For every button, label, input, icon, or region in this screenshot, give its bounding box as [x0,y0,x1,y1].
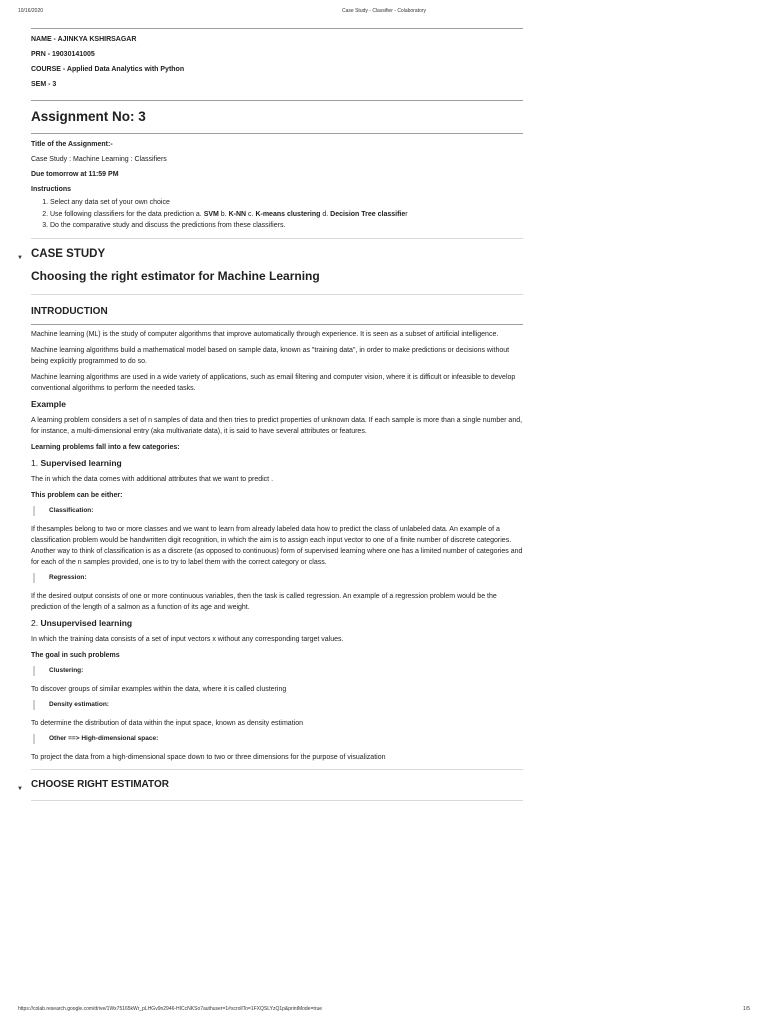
print-url: https://colab.research.google.com/drive/1Wx75165kWr_pLHGv9n2946-HICcNKSo7authuser=1#scrollTo=1FXQSLYzQ1p&printMode=true [18,1006,323,1012]
density-label: Density estimation: [33,700,523,710]
supervised-heading: 1. Supervised learning [31,457,122,468]
divider [31,800,523,801]
divider [31,769,523,770]
title-label: Title of the Assignment:- [31,141,113,148]
regression-label: Regression: [33,573,523,583]
student-course: COURSE - Applied Data Analytics with Python [31,66,185,73]
intro-paragraph: Machine learning (ML) is the study of computer algorithms that improve automatically through experience. It is seen as a subset of artificial intelligence. [31,330,499,338]
goal-label: The goal in such problems [31,651,120,659]
intro-paragraph: Machine learning algorithms build a mathematical model based on sample data, known as "training data", in order to make predictions or decisions without being explicitly programmed to do so. [31,346,510,365]
intro-paragraph: Machine learning algorithms are used in a wide variety of applications, such as email filtering and computer vision, where it is difficult or infeasible to develop conventional algorithms to perform the needed tasks. [31,373,516,392]
divider [31,294,523,295]
divider [31,238,523,239]
supervised-paragraph: The in which the data comes with additional attributes that we want to predict . [31,475,274,483]
print-header [18,8,750,18]
print-footer [18,1006,750,1016]
unsupervised-paragraph: In which the training data consists of a set of input vectors x without any corresponding target values. [31,635,344,643]
notebook-content [17,28,523,801]
case-study-section-toggle[interactable] [17,247,523,261]
student-info [31,29,523,100]
choose-heading: CHOOSE RIGHT ESTIMATOR [31,778,169,790]
other-label: Other ==> High-dimensional space: [33,734,523,744]
instruction-item: 3. Do the comparative study and discuss the predictions from these classifiers. [50,220,523,232]
student-prn: PRN - 19030141005 [31,51,95,58]
clustering-paragraph: To discover groups of similar examples within the data, where it is called clustering [31,685,287,693]
divider [31,100,523,101]
intro-heading: INTRODUCTION [31,305,108,317]
instructions-list [31,197,523,232]
other-paragraph: To project the data from a high-dimensional space down to two or three dimensions for the purpose of visualization [31,753,386,761]
clustering-label: Clustering: [33,666,523,676]
caret-down-icon[interactable]: ▼ [17,785,23,792]
example-paragraph: A learning problem considers a set of n samples of data and then tries to predict properties of unknown data. If each sample is more than a single number and, for instance, a multi-dimensional entry (aka multivariate data), it is said to have several attributes or features. [31,416,523,435]
student-name: NAME - AJINKYA KSHIRSAGAR [31,36,137,43]
assignment-heading: Assignment No: 3 [31,109,146,124]
classification-label: Classification: [33,506,523,516]
density-paragraph: To determine the distribution of data within the input space, known as density estimation [31,719,303,727]
instructions-label: Instructions [31,186,72,193]
case-study-heading: CASE STUDY [31,247,106,260]
due-date: Due tomorrow at 11:59 PM [31,171,119,178]
regression-paragraph: If the desired output consists of one or more continuous variables, then the task is called regression. An example of a regression problem would be the prediction of the length of a salmon as a function of its age and weight. [31,592,497,611]
example-heading: Example [31,398,66,409]
divider [31,133,523,134]
categories-label: Learning problems fall into a few categories: [31,443,180,451]
instruction-item: 2. Use following classifiers for the data prediction a. SVM b. K-NN c. K-means clustering d. Decision Tree classifier [50,209,523,221]
print-date: 10/16/2020 [18,8,44,14]
title-value: Case Study : Machine Learning : Classifiers [31,156,167,163]
unsupervised-heading: 2. Unsupervised learning [31,617,133,628]
choose-section-toggle[interactable] [17,778,523,792]
divider [31,324,523,325]
page-number: 1/5 [743,1006,750,1012]
case-study-subheading: Choosing the right estimator for Machine Learning [31,268,320,283]
student-sem: SEM - 3 [31,81,57,88]
classification-paragraph: If thesamples belong to two or more classes and we want to learn from already labeled data how to predict the class of unlabeled data. An example of a classification problem would be handwritten digit recognition, in which the aim is to assign each input vector to one of a finite number of discrete categories. Another way to think of classification is as a discrete (as opposed to continuous) form of supervised learning where one has a limited number of categories and for each of the n samples provided, one is to try to label them with the correct category or class. [31,525,523,566]
instruction-item: 1. Select any data set of your own choice [50,197,523,209]
either-label: This problem can be either: [31,491,123,499]
caret-down-icon[interactable]: ▼ [17,254,23,261]
print-title: Case Study - Classifier - Colaboratory [342,8,426,14]
